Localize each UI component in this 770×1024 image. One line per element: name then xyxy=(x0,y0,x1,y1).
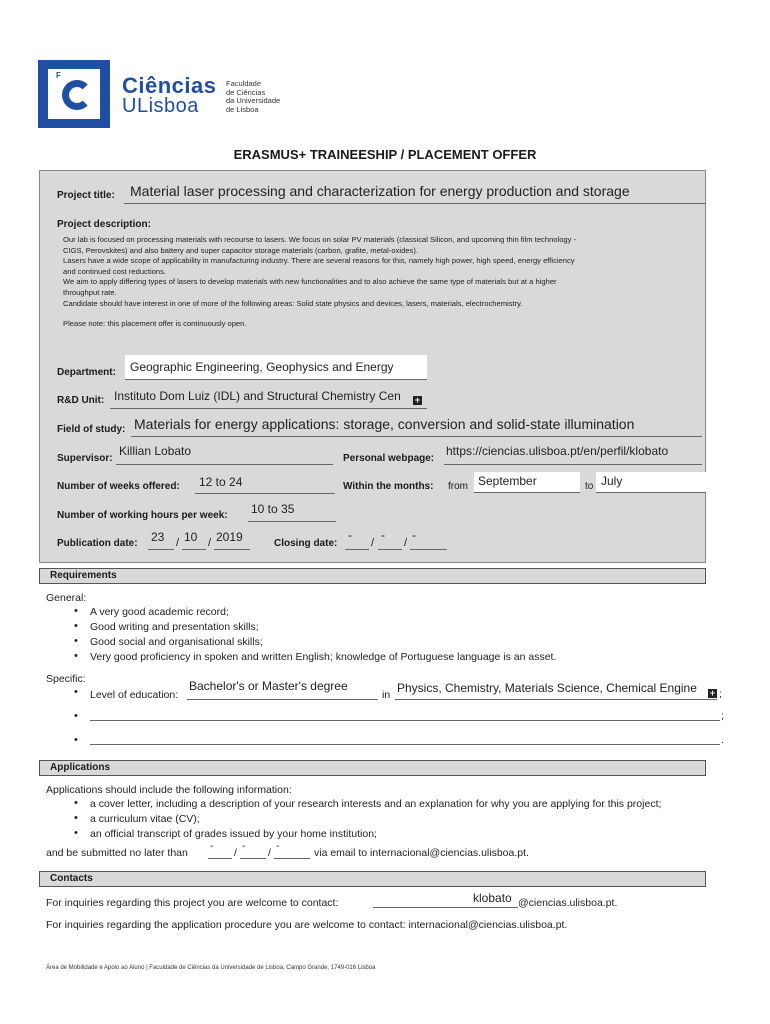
list-item: • Good writing and presentation skills; xyxy=(72,621,732,636)
education-label: Level of education: xyxy=(90,689,179,701)
deadline-prefix: and be submitted no later than xyxy=(46,847,188,859)
date-separator: / xyxy=(268,847,271,859)
project-contact-prefix: For inquiries regarding this project you are welcome to contact: xyxy=(46,897,339,909)
logo-inner xyxy=(48,69,100,119)
to-month-value: July xyxy=(601,474,623,488)
project-title-value: Material laser processing and characterization for energy production and storage xyxy=(130,183,630,199)
applications-list xyxy=(72,798,742,843)
hours-label: Number of working hours per week: xyxy=(57,510,228,521)
semicolon: ; xyxy=(719,688,722,700)
procedure-contact: For inquiries regarding the application procedure you are welcome to contact: internacional@ciencias.ulisboa.pt. xyxy=(46,919,568,931)
list-item: • Very good proficiency in spoken and written English; knowledge of Portuguese language is an asset. xyxy=(72,651,732,666)
faculty-line: Faculdade xyxy=(226,79,262,88)
faculty-line: da Universidade xyxy=(226,96,281,105)
page-footer: Área de Mobilidade e Apoio ao Aluno | Faculdade de Ciências da Universidade de Lisboa, Campo Grande, 1749-016 Lisboa xyxy=(46,965,376,971)
area-of-study-value: Physics, Chemistry, Materials Science, Chemical Engine xyxy=(397,681,697,695)
contacts-header: Contacts xyxy=(39,871,706,887)
rd-unit-label: R&D Unit: xyxy=(57,395,105,406)
in-label: in xyxy=(382,689,391,701)
description-line: Candidate should have interest in one of more of the following areas: Solid state physics and devices, lasers, materials, electrochemistry. xyxy=(63,298,523,308)
list-item: • A very good academic record; xyxy=(72,606,732,621)
project-description[interactable] xyxy=(63,235,703,330)
months-label: Within the months: xyxy=(343,481,434,492)
applications-header: Applications xyxy=(39,760,706,776)
faculty-name xyxy=(226,80,306,114)
description-line: Lasers have a wide scope of applicability in manufacturing industry. There are several reasons for this, namely high power, high speed, energy efficiency xyxy=(63,256,575,266)
date-separator: / xyxy=(234,847,237,859)
description-line: CIGS, Perovskites) and also battery and super capacitor storage materials (carbon, grafite, metal-oxides). xyxy=(63,245,418,255)
list-item: • a curriculum vitae (CV); xyxy=(72,813,742,828)
education-level-value: Bachelor's or Master's degree xyxy=(189,679,348,693)
project-description-label: Project description: xyxy=(57,219,151,230)
to-label: to xyxy=(585,481,594,492)
date-separator: / xyxy=(371,537,375,549)
expand-plus-icon[interactable]: + xyxy=(414,395,421,405)
list-item: • Good social and organisational skills; xyxy=(72,636,732,651)
closing-month-value: - xyxy=(381,528,385,542)
general-label: General: xyxy=(46,592,87,604)
deadline-suffix: via email to internacional@ciencias.ulisboa.pt. xyxy=(314,847,529,859)
logo-c-icon xyxy=(62,80,92,110)
field-of-study-label: Field of study: xyxy=(57,424,126,435)
department-label: Department: xyxy=(57,367,116,378)
department-value: Geographic Engineering, Geophysics and Energy xyxy=(130,360,394,374)
period: . xyxy=(721,734,724,746)
date-separator: / xyxy=(208,537,212,549)
list-item: • a cover letter, including a description of your research interests and an explanation for why you are applying for this project; xyxy=(72,798,742,813)
general-requirements-list xyxy=(72,606,732,666)
bullet: • xyxy=(74,710,78,722)
brand-line1: Ciências xyxy=(122,73,217,98)
webpage-label: Personal webpage: xyxy=(343,453,435,464)
brand-line2: ULisboa xyxy=(122,95,199,117)
extra-requirement-field[interactable] xyxy=(90,730,720,745)
pub-year-value: 2019 xyxy=(216,530,243,544)
faculty-logo xyxy=(38,60,110,128)
specific-label: Specific: xyxy=(46,673,86,685)
description-line: Our lab is focused on processing materials with recourse to lasers. We focus on solar PV materials (classical Silicon, and upcoming thin film technology - xyxy=(63,235,577,244)
deadline-month-value: - xyxy=(242,840,246,852)
publication-date-label: Publication date: xyxy=(57,538,138,549)
description-line: and continued cost reductions. xyxy=(63,266,167,276)
closing-year-value: - xyxy=(412,528,416,542)
rd-unit-value: Instituto Dom Luiz (IDL) and Structural Chemistry Cen xyxy=(114,389,401,403)
contact-user-value: klobato xyxy=(473,891,512,905)
requirements-header: Requirements xyxy=(39,568,706,584)
pub-month-value: 10 xyxy=(184,530,198,544)
applications-intro: Applications should include the following information: xyxy=(46,784,292,796)
closing-date-label: Closing date: xyxy=(274,538,338,549)
date-separator: / xyxy=(176,537,180,549)
contact-domain: @ciencias.ulisboa.pt. xyxy=(518,897,618,909)
supervisor-label: Supervisor: xyxy=(57,453,113,464)
logo-letter: F xyxy=(56,71,61,80)
from-label: from xyxy=(448,481,468,492)
expand-plus-icon[interactable]: + xyxy=(709,688,716,698)
deadline-year-value: - xyxy=(276,840,280,852)
weeks-label: Number of weeks offered: xyxy=(57,481,180,492)
faculty-line: de Ciências xyxy=(226,87,266,97)
description-note: Please note: this placement offer is continuously open. xyxy=(63,319,247,329)
description-line: throughput rate. xyxy=(63,287,117,297)
list-item: • an official transcript of grades issued by your home institution; xyxy=(72,828,742,843)
date-separator: / xyxy=(404,537,408,549)
project-title-label: Project title: xyxy=(57,190,115,201)
supervisor-value: Killian Lobato xyxy=(119,444,192,458)
closing-day-value: - xyxy=(348,528,352,542)
extra-requirement-field[interactable] xyxy=(90,706,720,721)
description-line: We aim to apply differing types of lasers to develop materials with new functionalities and to also achieve the same type of materials but at a higher xyxy=(63,277,557,287)
hours-value: 10 to 35 xyxy=(251,502,295,516)
bullet: • xyxy=(74,686,78,698)
semicolon: ; xyxy=(721,710,724,722)
weeks-value: 12 to 24 xyxy=(199,475,243,489)
document-title: ERASMUS+ TRAINEESHIP / PLACEMENT OFFER xyxy=(233,147,537,162)
pub-day-value: 23 xyxy=(151,530,165,544)
field-of-study-value: Materials for energy applications: storage, conversion and solid-state illumination xyxy=(134,416,635,432)
deadline-day-value: - xyxy=(210,840,214,852)
bullet: • xyxy=(74,734,78,746)
webpage-value: https://ciencias.ulisboa.pt/en/perfil/klobato xyxy=(446,444,669,458)
faculty-line: de Lisboa xyxy=(226,104,259,114)
from-month-value: September xyxy=(478,474,537,488)
